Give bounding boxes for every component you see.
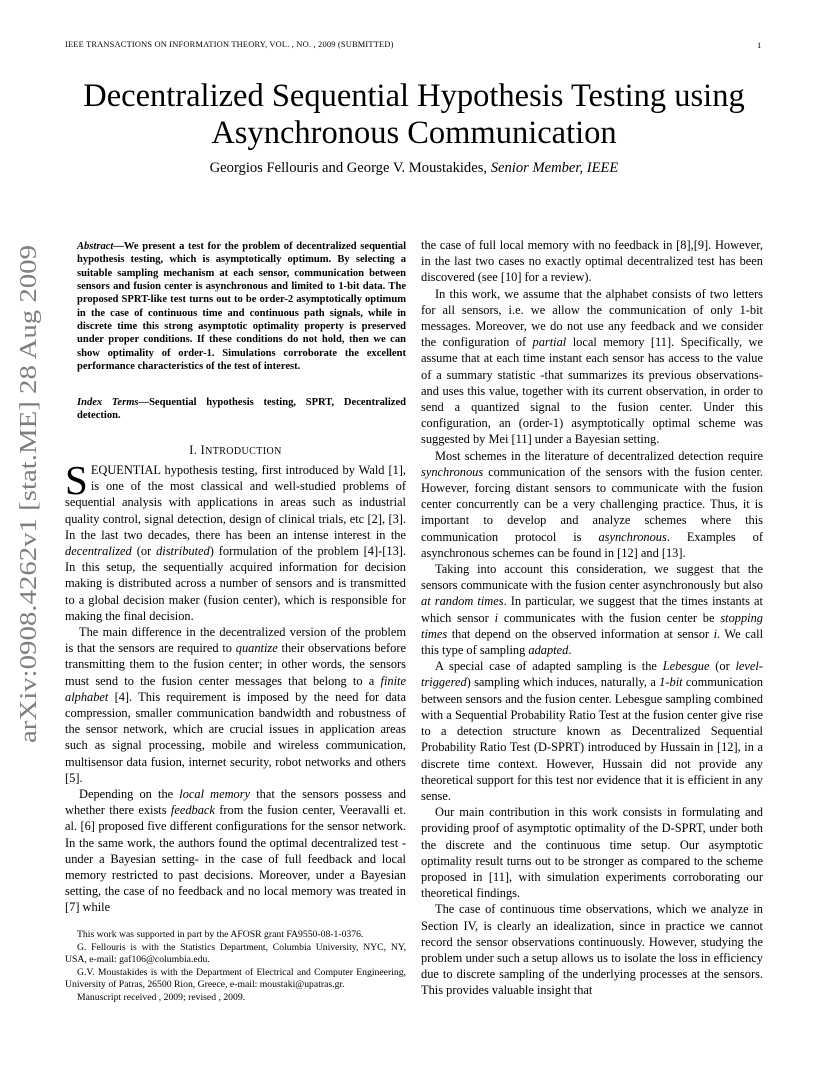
text: communicates with the fusion center be bbox=[503, 610, 715, 625]
text: that the sensors possess and whether there exists bbox=[65, 787, 406, 818]
text: [4]. This requirement is imposed by the need for data compression, smaller communication bandwidth and robustness of the sensor network, which are crucial issues in application areas such as signal processing, mobile and wireless communication, multisensor data fusion, internet security, robot networks and others [5]. bbox=[65, 689, 406, 785]
paragraph bbox=[421, 561, 763, 658]
math-variable: i bbox=[713, 626, 718, 641]
section-numeral: I. bbox=[189, 443, 198, 457]
text: . We call this type of sampling bbox=[421, 626, 764, 658]
text: . Examples of asynchronous schemes can be found in [12] and [13]. bbox=[421, 529, 763, 560]
emphasis: level-triggered bbox=[421, 659, 763, 690]
text: ) formulation of the problem [4]-[13]. In this setup, the sequentially acquired information for decision making is distributed across a number of sensors and is transmitted to a global decision maker (fusion center), which is responsible for making the final decision. bbox=[65, 544, 406, 623]
text: Depending on the bbox=[79, 787, 174, 802]
drop-cap: S bbox=[65, 457, 88, 503]
emphasis: distributed bbox=[156, 544, 210, 559]
emphasis: Lebesgue bbox=[662, 659, 710, 674]
math-variable: i bbox=[494, 610, 499, 625]
page-number: 1 bbox=[757, 40, 762, 50]
text: communication between sensors and the fusion center. Lebesgue sampling combined with a Sequential Probability Ratio Test at the fusion center give rise to a detection structure known as Decentralized Sequential Probability Ratio Test (D-SPRT) introduced by Hussain in [12], in a discrete time context. However, Hussain did not provide any theoretical support for this test nor evidence that it is efficient in any sense. bbox=[421, 675, 763, 803]
emphasis: 1-bit bbox=[659, 675, 683, 690]
author-membership: Senior Member, IEEE bbox=[490, 160, 619, 176]
emphasis: asynchronous bbox=[598, 529, 667, 544]
author-line bbox=[40, 160, 788, 177]
emphasis: synchronous bbox=[421, 464, 484, 479]
text: their observations before transmitting them to the fusion center; in other words, the sensors must send to the fusion center messages that belong to a bbox=[65, 641, 406, 688]
text: In this work, we assume that the alphabet consists of two letters for all sensors, i.e. we allow the communication of only 1-bit messages. Moreover, we do not use any feedback and we consider the configuration of bbox=[421, 286, 763, 350]
index-terms bbox=[77, 396, 406, 423]
footnotes bbox=[65, 929, 406, 1005]
paragraph bbox=[421, 286, 763, 448]
text: . bbox=[568, 643, 572, 658]
text: local memory [11]. Specifically, we assume that at each time instant each sensor has access to the value of a summary statistic -that summarizes its previous observations- and uses this value, together with its current observation, in order to send a quantized signal to the fusion center. Under this configuration, an (order-1) asymptotically optimal scheme was suggested by Mei [11] under a Bayesian setting. bbox=[421, 335, 763, 447]
emphasis: feedback bbox=[170, 803, 215, 818]
footnote: G. Fellouris is with the Statistics Department, Columbia University, NYC, NY, USA, e-mail: gaf106@columbia.edu. bbox=[65, 941, 406, 966]
footnote: G.V. Moustakides is with the Department of Electrical and Computer Engineering, University of Patras, 26500 Rion, Greece, e-mail: moustaki@upatras.gr. bbox=[65, 966, 406, 991]
text: . In particular, we suggest that the times instants at which sensor bbox=[421, 594, 763, 625]
emphasis: partial bbox=[532, 335, 567, 350]
abstract bbox=[77, 240, 406, 373]
footnote: Manuscript received , 2009; revised , 2009. bbox=[77, 991, 246, 1003]
text: EQUENTIAL hypothesis testing, first introduced by Wald [1], is one of the most classical and well-studied problems of sequential analysis with applications in areas such as industrial quality control, signal detection, design of clinical trials, etc [2], [3]. In the last two decades, there has been an intense interest in the bbox=[65, 463, 406, 542]
emphasis: at random times bbox=[421, 594, 504, 609]
arxiv-watermark bbox=[3, 243, 45, 743]
abstract-text: —We present a test for the problem of decentralized sequential hypothesis testing, which is asymptotically optimum. By selecting a suitable sampling mechanism at each sensor, communication between sensors and fusion center is asynchronous and limited to 1-bit data. The proposed SPRT-like test turns out to be order-2 asymptotically optimum in the case of continuous time and continuous path signals, while in discrete time this strong asymptotic optimality property is preserved under proper conditions. If these conditions do not hold, then we can show optimality of order-1. Simulations corroborate the excellent performance characteristics of the test of interest. bbox=[77, 241, 406, 373]
index-terms-text: —Sequential hypothesis testing, SPRT, Decentralized detection. bbox=[77, 397, 406, 422]
paragraph bbox=[65, 786, 406, 916]
arxiv-stamp-text: arXiv:0908.4262v1 [stat.ME] 28 Aug 2009 bbox=[15, 323, 42, 743]
text: communication of the sensors with the fusion center. However, forcing distant sensors to communicate with the fusion center concurrently can be a very challenging practice. Thus, it is important to develop and analyze schemes where this communication protocol is bbox=[421, 464, 763, 544]
paragraph bbox=[65, 457, 406, 624]
paragraph bbox=[65, 624, 406, 786]
emphasis: adapted bbox=[528, 643, 569, 658]
title-line-1: Decentralized Sequential Hypothesis Testing using bbox=[83, 78, 745, 114]
left-column-body bbox=[65, 457, 406, 916]
emphasis: local memory bbox=[179, 787, 251, 802]
text: Most schemes in the literature of decentralized detection require bbox=[435, 448, 763, 463]
index-terms-label: Index Terms bbox=[77, 397, 139, 408]
running-header: IEEE TRANSACTIONS ON INFORMATION THEORY, VOL. , NO. , 2009 (SUBMITTED) bbox=[65, 40, 394, 49]
text: The main difference in the decentralized version of the problem is that the sensors are required to bbox=[65, 625, 406, 656]
emphasis: finite alphabet bbox=[65, 673, 406, 704]
footnote: This work was supported in part by the AFOSR grant FA9550-08-1-0376. bbox=[77, 929, 364, 940]
emphasis: stopping times bbox=[421, 610, 763, 641]
paragraph bbox=[421, 658, 763, 804]
text: (or bbox=[136, 544, 152, 559]
text: from the fusion center, Veeravalli et. al. [6] proposed five different configurations for the sensor network. In the same work, the authors found the optimal decentralized test -under a Bayesian setting- in the case of full feedback and local memory restricted to past decisions. Moreover, under a Bayesian setting, the case of no feedback and no local memory was treated in [7] while bbox=[65, 803, 406, 915]
section-title-rest: NTRODUCTION bbox=[205, 446, 282, 457]
right-column-body bbox=[421, 237, 763, 999]
text: A special case of adapted sampling is the bbox=[435, 659, 657, 674]
abstract-label: Abstract bbox=[77, 241, 114, 252]
text: (or bbox=[715, 659, 730, 674]
emphasis: quantize bbox=[235, 641, 278, 656]
paper-title bbox=[40, 78, 788, 152]
paragraph: Our main contribution in this work consists in formulating and providing proof of asymptotic optimality of the D-SPRT, under both the discrete and the continuous time setup. Our asymptotic optimality result turns out to be stronger as compared to the scheme proposed in [11], with simulation experiments corroborating our theoretical findings. bbox=[421, 805, 763, 901]
section-heading bbox=[65, 443, 406, 458]
paragraph: The case of continuous time observations, which we analyze in Section IV, is clearly an idealization, since in practice we cannot record the sensor observations continuously. However, studying the problem under such a setup allows us to isolate the loss in efficiency due to discrete sampling of the underlying processes at the sensors. This provides valuable insight that bbox=[421, 902, 763, 998]
title-line-2: Asynchronous Communication bbox=[211, 115, 617, 151]
paragraph bbox=[421, 448, 763, 561]
text: Taking into account this consideration, we suggest that the sensors communicate with the fusion center asynchronously but also bbox=[421, 562, 763, 593]
emphasis: decentralized bbox=[65, 544, 132, 559]
text: that depend on the observed information at sensor bbox=[451, 626, 710, 641]
paragraph: the case of full local memory with no feedback in [8],[9]. However, in the last two cases no exactly optimal decentralized test has been discovered (see [10] for a review). bbox=[421, 238, 763, 285]
section-title-initial: I bbox=[200, 443, 206, 457]
text: ) sampling which induces, naturally, a bbox=[466, 675, 656, 690]
author-names: Georgios Fellouris and George V. Moustakides, bbox=[209, 160, 488, 176]
